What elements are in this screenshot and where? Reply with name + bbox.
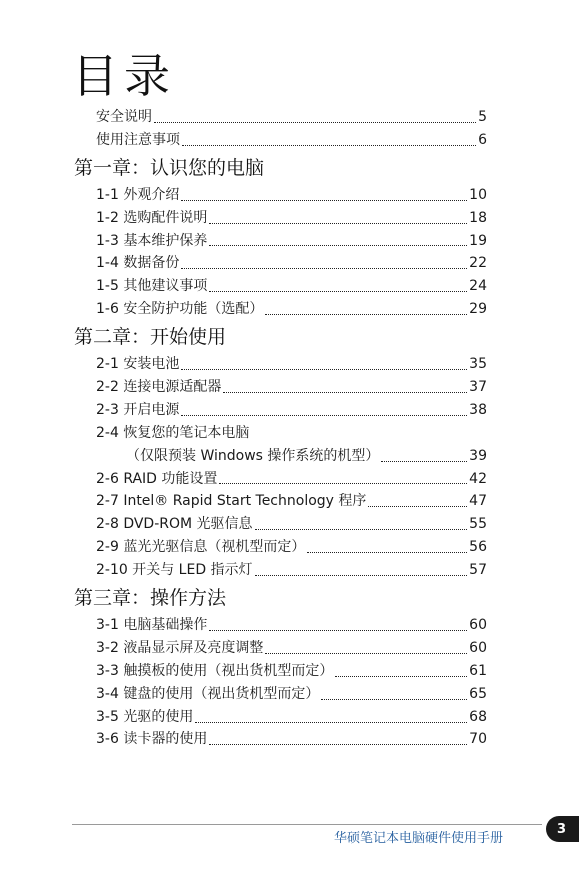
toc-entry-label: 1-4 数据备份 xyxy=(96,255,180,272)
dot-leader xyxy=(209,245,467,246)
toc-entry[interactable] xyxy=(96,536,487,559)
toc-entry[interactable] xyxy=(96,729,487,752)
dot-leader xyxy=(265,653,467,654)
dot-leader xyxy=(381,461,467,462)
toc-entry-label: 1-3 基本维护保养 xyxy=(96,232,208,249)
dot-leader xyxy=(335,676,467,677)
toc-entry[interactable] xyxy=(96,275,487,298)
toc-entry-label: 1-5 其他建议事项 xyxy=(96,278,208,295)
toc-entry-label: 2-6 RAID 功能设置 xyxy=(96,470,218,487)
toc-entry[interactable] xyxy=(96,376,487,399)
toc-entry-label: 2-9 蓝光光驱信息（视机型而定） xyxy=(96,539,306,556)
toc-entry-label: 2-3 开启电源 xyxy=(96,401,180,418)
toc-entry-label: 安全说明 xyxy=(96,108,152,125)
page-number-badge: 3 xyxy=(546,816,579,842)
toc-entry[interactable] xyxy=(96,468,487,491)
toc-entry[interactable] xyxy=(96,230,487,253)
dot-leader xyxy=(195,722,467,723)
dot-leader xyxy=(181,268,467,269)
toc-entry[interactable] xyxy=(96,706,487,729)
toc-page-number: 6 xyxy=(478,131,487,148)
toc-page-number: 60 xyxy=(469,639,487,656)
dot-leader xyxy=(209,744,467,745)
page-title: 目录 xyxy=(72,49,176,103)
toc-entry-label: 使用注意事项 xyxy=(96,131,180,148)
toc-page-number: 61 xyxy=(469,662,487,679)
toc-entry-label: 2-8 DVD-ROM 光驱信息 xyxy=(96,516,253,533)
toc-page-number: 37 xyxy=(469,379,487,395)
dot-leader xyxy=(181,369,467,370)
toc-page-number: 35 xyxy=(469,356,487,373)
toc-entry-label: 3-2 液晶显示屏及亮度调整 xyxy=(96,639,264,656)
toc-entry-label: 3-3 触摸板的使用（视出货机型而定） xyxy=(96,662,334,679)
toc-entry[interactable] xyxy=(96,184,487,207)
toc-entry[interactable] xyxy=(96,129,487,152)
dot-leader xyxy=(368,506,467,507)
toc-entry[interactable] xyxy=(96,207,487,230)
toc-page-number: 68 xyxy=(469,708,487,725)
dot-leader xyxy=(265,314,467,315)
toc-page-number: 29 xyxy=(469,301,487,318)
toc-page-number: 57 xyxy=(469,562,487,579)
toc-entry-label: 1-6 安全防护功能（选配） xyxy=(96,301,264,318)
toc-entry[interactable] xyxy=(96,559,487,582)
toc-entry[interactable] xyxy=(96,637,487,660)
chapter-heading: 第三章：操作方法 xyxy=(74,587,227,610)
dot-leader xyxy=(209,630,467,631)
toc-entry-label: 2-7 Intel® Rapid Start Technology 程序 xyxy=(96,493,367,510)
toc-page-number: 39 xyxy=(469,447,487,464)
toc-page-number: 24 xyxy=(469,278,487,295)
toc-entry[interactable] xyxy=(96,513,487,536)
toc-page-number: 19 xyxy=(469,232,487,249)
toc-entry-label: 3-1 电脑基础操作 xyxy=(96,617,208,634)
toc-entry-label-continued: （仅限预装 Windows 操作系统的机型） xyxy=(126,447,380,464)
chapter-heading: 第二章：开始使用 xyxy=(74,326,227,349)
dot-leader xyxy=(182,145,476,146)
toc-page-number: 65 xyxy=(469,685,487,702)
toc-page-number: 22 xyxy=(469,255,487,272)
toc-entry[interactable] xyxy=(96,106,487,129)
toc-entry-label: 3-5 光驱的使用 xyxy=(96,708,194,725)
dot-leader xyxy=(255,575,468,576)
toc-page-number: 5 xyxy=(478,108,487,125)
toc-entry[interactable] xyxy=(96,490,487,513)
dot-leader xyxy=(209,291,467,292)
dot-leader xyxy=(209,223,467,224)
table-of-contents xyxy=(0,106,579,751)
toc-page-number: 47 xyxy=(469,493,487,510)
toc-entry[interactable] xyxy=(96,353,487,376)
toc-entry-label: 2-2 连接电源适配器 xyxy=(96,379,222,395)
toc-entry-label: 2-4 恢复您的笔记本电脑 xyxy=(96,424,250,441)
toc-entry[interactable] xyxy=(96,660,487,683)
toc-entry-label: 3-4 键盘的使用（视出货机型而定） xyxy=(96,685,320,702)
toc-page-number: 60 xyxy=(469,617,487,634)
dot-leader xyxy=(181,200,467,201)
toc-entry-label: 2-10 开关与 LED 指示灯 xyxy=(96,562,253,579)
toc-page-number: 56 xyxy=(469,539,487,556)
toc-entry-label: 1-2 选购配件说明 xyxy=(96,209,208,226)
footer-manual-title: 华硕笔记本电脑硬件使用手册 xyxy=(334,831,504,846)
dot-leader xyxy=(307,552,467,553)
toc-entry[interactable] xyxy=(96,422,487,468)
dot-leader xyxy=(154,122,476,123)
toc-entry-label: 1-1 外观介绍 xyxy=(96,186,180,203)
toc-entry-label: 3-6 读卡器的使用 xyxy=(96,731,208,748)
toc-page-number: 10 xyxy=(469,186,487,203)
footer-divider xyxy=(72,824,542,825)
toc-page-number: 18 xyxy=(469,209,487,226)
dot-leader xyxy=(321,699,467,700)
toc-page-number: 55 xyxy=(469,516,487,533)
toc-page-number: 70 xyxy=(469,731,487,748)
dot-leader xyxy=(223,392,467,393)
dot-leader xyxy=(219,483,467,484)
toc-entry-label: 2-1 安装电池 xyxy=(96,356,180,373)
toc-entry[interactable] xyxy=(96,614,487,637)
chapter-heading: 第一章：认识您的电脑 xyxy=(74,156,265,179)
dot-leader xyxy=(255,529,468,530)
toc-entry[interactable] xyxy=(96,252,487,275)
toc-entry[interactable] xyxy=(96,683,487,706)
toc-page-number: 38 xyxy=(469,401,487,418)
toc-page-number: 42 xyxy=(469,470,487,487)
toc-entry[interactable] xyxy=(96,399,487,422)
toc-entry[interactable] xyxy=(96,298,487,321)
dot-leader xyxy=(181,415,467,416)
